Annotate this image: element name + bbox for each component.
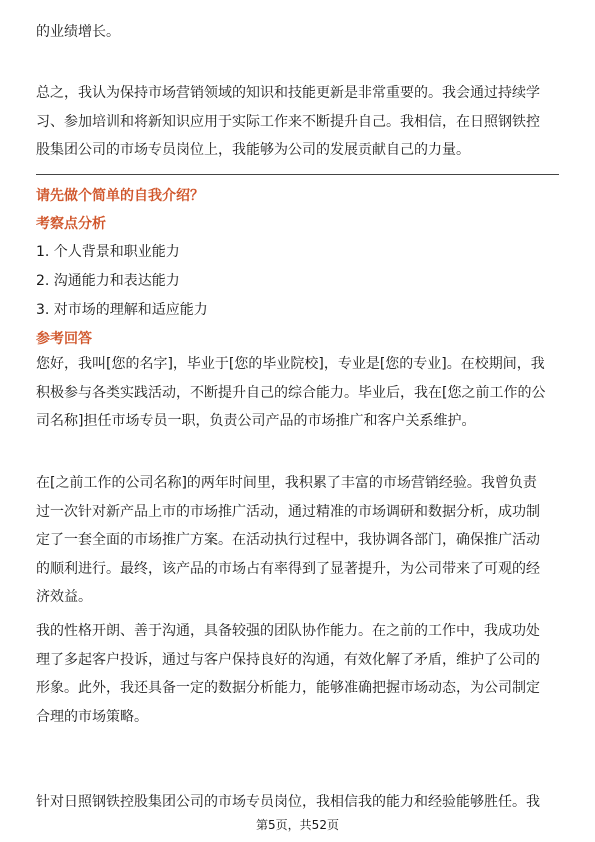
text-line: 济效益。 [36,589,92,605]
text-line: 积极参与各类实践活动，不断提升自己的综合能力。毕业后，我在[您之前工作的公 [36,384,546,401]
analysis-item: 2. 沟通能力和表达能力 [36,273,180,289]
intro-tail-text [36,18,562,47]
text-line: 的业绩增长。 [36,24,120,40]
text-line: 股集团公司的市场专员岗位上，我能够为公司的发展贡献自己的力量。 [36,142,470,158]
text-line: 总之，我认为保持市场营销领域的知识和技能更新是非常重要的。我会通过持续学 [36,85,540,101]
conclusion-paragraph [36,79,562,165]
text-line: 理了多起客户投诉，通过与客户保持良好的沟通，有效化解了矛盾，维护了公司的 [36,651,540,668]
analysis-item: 1. 个人背景和职业能力 [36,244,180,260]
text-line: 司名称]担任市场专员一职，负责公司产品的市场推广和客户关系维护。 [36,413,476,429]
text-line: 习、参加培训和将新知识应用于实际工作来不断提升自己。我相信，在日照钢铁控 [36,113,540,130]
question-heading: 请先做个简单的自我介绍？ [36,188,204,204]
answer-heading: 参考回答 [36,331,92,347]
answer-paragraph-2 [36,469,562,612]
section-divider [36,174,559,175]
analysis-heading: 考察点分析 [36,216,106,232]
text-line: 形象。此外，我还具备一定的数据分析能力，能够准确把握市场动态，为公司制定 [36,680,540,696]
text-line: 定了一套全面的市场推广方案。在活动执行过程中，我协调各部门，确保推广活动 [36,532,540,548]
answer-paragraph-3 [36,617,562,731]
text-line: 的顺利进行。最终，该产品的市场占有率得到了显著提升，为公司带来了可观的经 [36,560,540,577]
text-line: 在[之前工作的公司名称]的两年时间里，我积累了丰富的市场营销经验。我曾负责 [36,475,537,491]
text-line: 针对日照钢铁控股集团公司的市场专员岗位，我相信我的能力和经验能够胜任。我 [36,794,540,810]
analysis-item: 3. 对市场的理解和适应能力 [36,302,208,318]
text-line: 您好，我叫[您的名字]，毕业于[您的毕业院校]，专业是[您的专业]。在校期间，我 [36,356,545,372]
answer-paragraph-1 [36,350,562,436]
answer-paragraph-4 [36,788,562,817]
text-line: 合理的市场策略。 [36,708,148,725]
text-line: 过一次针对新产品上市的市场推广活动，通过精准的市场调研和数据分析，成功制 [36,503,540,520]
page-number: 第5页，共52页 [256,818,339,832]
text-line: 我的性格开朗、善于沟通，具备较强的团队协作能力。在之前的工作中，我成功处 [36,623,540,639]
